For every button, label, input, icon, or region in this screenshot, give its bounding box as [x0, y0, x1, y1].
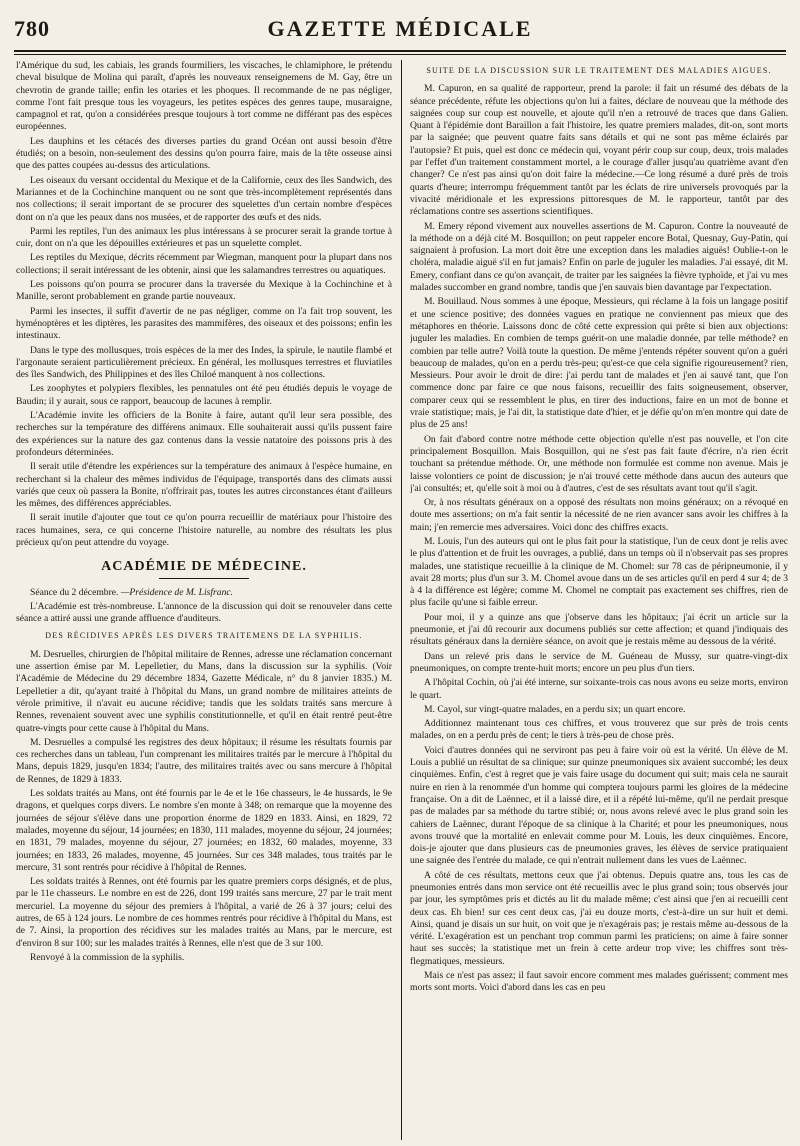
paragraph: Voici d'autres données qui ne serviront pas peu à faire voir où est la vérité. Un élève de M. Louis a publié un résultat de sa clinique; sur quinze pneumoniques six avaient succombé; les deux cinquièmes. Enfin, c'est à regret que je vais faire usage du document qui suit; mais cela ne saurait nuire en rien à la renommée d'un homme qui comptera toujours parmi les gloires de la médecine française. On a dit de Laënnec, et il a laissé dire, et il a répété lui-même, qu'il ne perdait presque pas de malades par sa méthode du tartre stibié; or, nous avons relevé avec le plus grand soin les cahiers de Laënnec, durant l'époque de sa clinique à la Charité; et pour les pneumoniques, nous avons trouvé que la mortalité en enlevait comme pour M. Louis, les deux cinquièmes. Encore, dois-je ajouter que dans plusieurs cas de pneumonies graves, les élèves de service pratiquaient une saignée des l'entrée du malade, ce qui n'entrait nullement dans les vues de Laënnec.: [410, 744, 788, 867]
paragraph: Parmi les reptiles, l'un des animaux les plus intéressans à se procurer serait la grande tortue à cuir, dont on n'a que les dépouilles extérieures et pas un squelette complet.: [16, 225, 392, 250]
section-rule: [159, 578, 249, 579]
column-divider: [401, 60, 402, 1140]
paragraph: Parmi les insectes, il suffit d'avertir de ne pas négliger, comme on l'a fait trop souvent, les hyménoptères et les diptères, les parasites des mammifères, des oiseaux et des poissons; enfin les intestinaux.: [16, 305, 392, 342]
paragraph: M. Cayol, sur vingt-quatre malades, en a perdu six; un quart encore.: [424, 703, 686, 715]
seance-date: Séance du 2 décembre.: [30, 586, 119, 598]
header-rule-thin: [14, 54, 786, 55]
paragraph: Or, à nos résultats généraux on a opposé des résultats non moins généraux; on a révoqué en doute mes assertions; on m'a fait sentir la nécessité de ne rien avancer sans avoir les chiffres à la main; j'en remercie mes adversaires. Voici donc des chiffres exacts.: [410, 497, 788, 533]
paragraph: A l'hôpital Cochin, où j'ai été interne, sur soixante-trois cas nous avons eu seize morts, environ le quart.: [410, 677, 788, 701]
paragraph: On fait d'abord contre notre méthode cette objection qu'elle n'est pas nouvelle, et l'on cite principalement Bosquillon. Mais Bosquillon, qui ne s'est pas fait faute d'écrire, n'a rien écrit touchant sa prétendue méthode. Or, une méthode non formulée est comme non avenue. Mais je laisse volontiers ce point de discussion; je n'ai trouvé cette méthode dans aucun des auteurs que j'ai consultés; et, qu'elle soit à moi ou à d'autres, c'est de ses résultats avant tout qu'il s'agit.: [410, 433, 788, 494]
page-header: [14, 16, 786, 44]
paragraph: M. Louis, l'un des auteurs qui ont le plus fait pour la statistique, l'un de ceux dont je relis avec le plus d'attention et de fruit les ouvrages, a publié, dans un temps où il n'observait pas ses propres malades, une statistique recueillie à la clinique de M. Chomel: sur 78 cas de péripneumonie, il y avait 28 morts; plus d'un sur 3. M. Chomel avoue dans un de ses articles qu'il en perd 4 sur 4; de 3 à 4 la différence est légère; comme M. Chomel ne comptait pas exactement ses chiffres, rien de plus facile qu'une si faible erreur.: [410, 535, 788, 609]
page-number: 780: [14, 16, 50, 41]
paragraph: l'Amérique du sud, les cabiais, les grands fourmiliers, les viscaches, le chlamiphore, le prétendu cheval bisulque de Molina qui paraît, d'après les nouveaux renseignemens de M. Gay, être un chevrotin de grande taille; enfin les otaries et les phoques. Il recommande de ne pas négliger, comme l'ont fait presque tous les voyageurs, les petites espèces des genres taupe, musaraigne, campagnol et rat, qu'on a considérées presque toujours à tort comme ne différant pas des espèces européennes.: [16, 60, 392, 133]
left-column: [16, 60, 392, 1140]
header-rule: [14, 50, 786, 52]
section-title-academie: ACADÉMIE DE MÉDECINE.: [101, 559, 307, 575]
paragraph: M. Desruelles a compulsé les registres des deux hôpitaux; il résume les résultats fournis par ces recherches dans un tableau, l'un comprenant les militaires traités par le mercure à l'hôpital du Mans, depuis 1829, jusqu'en 1834; l'autre, des militaires traités avec ou sans mercure à l'hôpital de Rennes, de 1829 à 1833.: [16, 736, 392, 785]
paragraph: Les soldats traités à Rennes, ont été fournis par les quatre premiers corps désignés, et de plus, par le 11e chasseurs. Le nombre en est de 226, dont 199 traités sans mercure, 27 par le trait ment mercuriel. La moyenne du séjour des premiers à l'hôpital, a varié de 26 à 37 jours; celui des autres, de 65 à 124 jours. Le nombre de ces hommes rentrés pour récidive à l'hôpital du Mans, est de 7. Ainsi, la proportion des récidives sur les malades traités au Mans, par le mercure, est d'environ 8 sur 100; sur les malades traités à Rennes, elle n'est que de 3 sur 100.: [16, 876, 392, 949]
seance-president: —Présidence de M. Lisfranc.: [120, 586, 234, 598]
paragraph: Pour moi, il y a quinze ans que j'observe dans les hôpitaux; j'ai écrit un article sur la pneumonie, et j'ai dû recourir aux documens publiés sur cette affection; et quand j'indiquais des résultats généraux dans la dernière séance, on avoit que je restais même au dessous de la vérité.: [410, 611, 788, 648]
paragraph: Il serait utile d'étendre les expériences sur la température des animaux à l'espèce humaine, en recherchant si la chaleur des mêmes individus de l'équipage, transportés dans des climats aussi variés que ceux où passera la Bonite, n'offrirait pas, toutes les autres circonstances étant d'ailleurs les mêmes, des différences appréciables.: [16, 461, 392, 510]
paragraph: L'Académie est très-nombreuse. L'annonce de la discussion qui doit se renouveler dans cette séance a attiré aussi une grande affluence d'auditeurs.: [16, 600, 392, 625]
paragraph: A côté de ces résultats, mettons ceux que j'ai obtenus. Depuis quatre ans, tous les cas de pneumonies entrés dans mon service ont été recueillis avec le plus grand soin; tous observés jour par jour, les symptômes pris et dictés au lit du malade même; c'est ainsi que j'en ai recueilli cent deux cas. Eh bien! sur ces cent deux cas, j'ai eu douze morts, c'est-à-dire un sur huit et demi. Ainsi, quand je disais un sur huit, on voit que je n'exagérais pas; je restais même au-dessous de la vérité. L'exagération est un penchant trop commun parmi les praticiens; on aime à faire sonner haut ses succès; la statistique met un frein à cette ardeur trop vive; les chiffres sont très-flegmatiques, messieurs.: [410, 869, 788, 967]
paragraph: Les oiseaux du versant occidental du Mexique et de la Californie, ceux des îles Sandwich, des Mariannes et de la Cochinchine manquent ou ne sont que très-incomplètement représentés dans nos collections; il serait important de se procurer des squelettes d'un certain nombre d'espèces dont on n'a que les peaux dans nos musées, et de rapporter des œufs et des nids.: [16, 174, 392, 223]
journal-title: GAZETTE MÉDICALE: [267, 16, 533, 41]
paragraph: L'Académie invite les officiers de la Bonite à faire, autant qu'il leur sera possible, des recherches sur la température des différens animaux. Elle souhaiterait aussi qu'ils pussent faire des expériences sur la nature des gaz contenus dans la vessie natatoire des poissons pris à des profondeurs déterminées.: [16, 410, 392, 458]
paragraph: Les poissons qu'on pourra se procurer dans la traversée du Mexique à la Cochinchine et à Manille, seront probablement en grande partie nouveaux.: [16, 279, 392, 303]
paragraph: Les dauphins et les cétacés des diverses parties du grand Océan ont aussi besoin d'être étudiés; on a besoin, non-seulement des dessins qu'on pourra faire, mais de la tête osseuse ainsi que des pattes coupées au-dessus des articulations.: [16, 135, 392, 172]
paragraph: Mais ce n'est pas assez; il faut savoir encore comment mes malades guérissent; comment mes morts sont morts. Voici d'abord dans les cas en peu: [410, 970, 788, 994]
paragraph: M. Desruelles, chirurgien de l'hôpital militaire de Rennes, adresse une réclamation concernant une assertion émise par M. Lepelletier, du Mans, dans la discussion sur la syphilis. (Voir l'Académie de Médecine du 29 décembre 1834, Gazette Médicale, n° du 8 janvier 1835.) M. Lepelletier a dit, qu'ayant traité à l'hôpital du Mans, un grand nombre de militaires atteints de vérole primitive, il n'avait eu aucune récidive; tandis que les soldats traités sans mercure à Rennes, revenaient souvent avec une syphilis constitutionnelle, et qu'il en était rentré peut-être quatre-vingts pour cette cause à l'hôpital du Mans.: [16, 648, 392, 734]
paragraph: Il serait inutile d'ajouter que tout ce qu'on pourra recueillir de matériaux pour l'histoire des races humaines, sera, ce qui concerne l'histoire naturelle, au nombre des résultats les plus précieux qu'on peut attendre du voyage.: [16, 512, 392, 548]
paragraph: Renvoyé à la commission de la syphilis.: [30, 951, 185, 963]
subsection-heading: DES RÉCIDIVES APRÈS LES DIVERS TRAITEMENS DE LA SYPHILIS.: [45, 631, 363, 641]
paragraph: Additionnez maintenant tous ces chiffres, et vous trouverez que sur près de trois cents malades, on en a perdu près de cent; le tiers à très-peu de chose près.: [410, 718, 788, 742]
paragraph: Les reptiles du Mexique, décrits récemment par Wiegman, manquent pour la plupart dans nos collections; il serait intéressant de les obtenir, ainsi que les salamandres terrestres ou aquatiques.: [16, 252, 392, 276]
paragraph: Dans un relevé pris dans le service de M. Guéneau de Mussy, sur quatre-vingt-dix pneumoniques, on compte trente-huit morts; encore un peu plus d'un tiers.: [410, 650, 788, 674]
paragraph: M. Capuron, en sa qualité de rapporteur, prend la parole: il fait un résumé des débats de la séance précédente, réfute les objections qu'on lui a faites, déclare de nouveau que la méthode des saignées coup sur coup est nouvelle, et ajoute qu'il n'en a retrouvé de traces que dans Galien. Quant à l'épidémie dont Baraillon a fait l'histoire, les quatre premiers malades, dit-on, sont morts par la saignée; que peuvent quatre faits sans détails et qui ne sont pas même éclairés par l'autopsie? Et puis, quel est donc ce médecin qui, voyant périr coup sur coup, deux, trois malades par l'effet d'un traitement constamment mortel, a le courage d'aller jusqu'au quatrième avant d'en changer? Ce n'est pas ainsi qu'on doit faire la médecine.—Ce long résumé a duré près de trois quarts d'heure; interrompu fréquemment tantôt par les éclats de rire universels provoqués par la vivacité méridionale et les expressions pittoresques de M. le rapporteur, tantôt par des réclamations contre ses assertions scientifiques.: [410, 83, 788, 218]
seance-line: [16, 587, 392, 599]
paragraph: M. Bouillaud. Nous sommes à une époque, Messieurs, qui réclame à la fois un langage positif et une science positive; des données vagues en pratique ne conviennent pas mieux que des métaphores en théorie. Laissons donc de côté cette expression qui prête si bien aux objections: juguler les maladies. En combien de temps guérit-on une maladie donnée, par telle méthode? en combien par telle autre? Voilà toute la question. De même j'entends répéter souvent qu'on a guéri beaucoup de malades, qu'on en a perdu très-peu; qu'est-ce que cela signifie rigoureusement? rien, Messieurs. Pour avoir le droit de dire: j'ai perdu tant de malades et j'en ai sauvé tant, que l'on commence donc par faire ce que nous faisons, recueillir des faits soigneusement, observer, comparer ceux qui se ressemblent le plus, en tirer des inductions, faire en un mot de bonne et vraie statistique; mais, je l'ai dit, la statistique date d'hier, et je défie qu'on m'en montre qui date de plus de 25 ans!: [410, 296, 788, 431]
subsection-heading: SUITE DE LA DISCUSSION SUR LE TRAITEMENT DES MALADIES AIGUES.: [426, 66, 772, 75]
paragraph: M. Emery répond vivement aux nouvelles assertions de M. Capuron. Contre la nouveauté de la méthode on a déjà cité M. Bosquillon; on peut rappeler encore Botal, Quesnay, Guy-Patin, qui saignaient à profusion. La mort doit être une exception dans les maladies aiguës! Oublie-t-on le choléra, maladie aiguë s'il en fut jamais? Enfin on parle de juguler les maladies. J'ai essayé, dit M. Emery, confiant dans ce qu'on avançait, de traiter par les saignées la fièvre typhoïde, et j'ai vu mes malades succomber en grand nombre, tandis que j'en sauvais bien davantage par l'expectation.: [410, 220, 788, 294]
paragraph: Dans le type des mollusques, trois espèces de la mer des Indes, la spirule, le nautile flambé et l'argonaute seraient particulièrement précieux. En général, les mollusques terrestres et fluviatiles des îles Sandwich, des Philippines et des îles Chiloé manquent à nos collections.: [16, 344, 392, 381]
right-column: [410, 60, 788, 1140]
paragraph: Les zoophytes et polypiers flexibles, les pennatules ont été peu étudiés depuis le voyage de Baudin; il y aurait, sous ce rapport, beaucoup de lacunes à remplir.: [16, 383, 392, 407]
paragraph: Les soldats traités au Mans, ont été fournis par le 4e et le 16e chasseurs, le 4e hussards, le 9e dragons, et quelques corps divers. Le nombre s'en monte à 348; on remarque que la moyenne des journées de séjour s'élève dans une proportion énorme de 1829 en 1833. Ainsi, en 1829, 72 malades, moyenne du séjour, 14 journées; en 1830, 111 malades, moyenne du séjour, 24 journées; en 1831, 79 malades, moyenne du séjour, 27 journées; en 1832, 60 malades, moyenne, 33 journées; en 1833, 26 malades, moyenne, 45 journées. Sur ces 348 malades, tous traités par le mercure, 31 sont rentrés pour récidive à l'hôpital de Rennes.: [16, 788, 392, 873]
